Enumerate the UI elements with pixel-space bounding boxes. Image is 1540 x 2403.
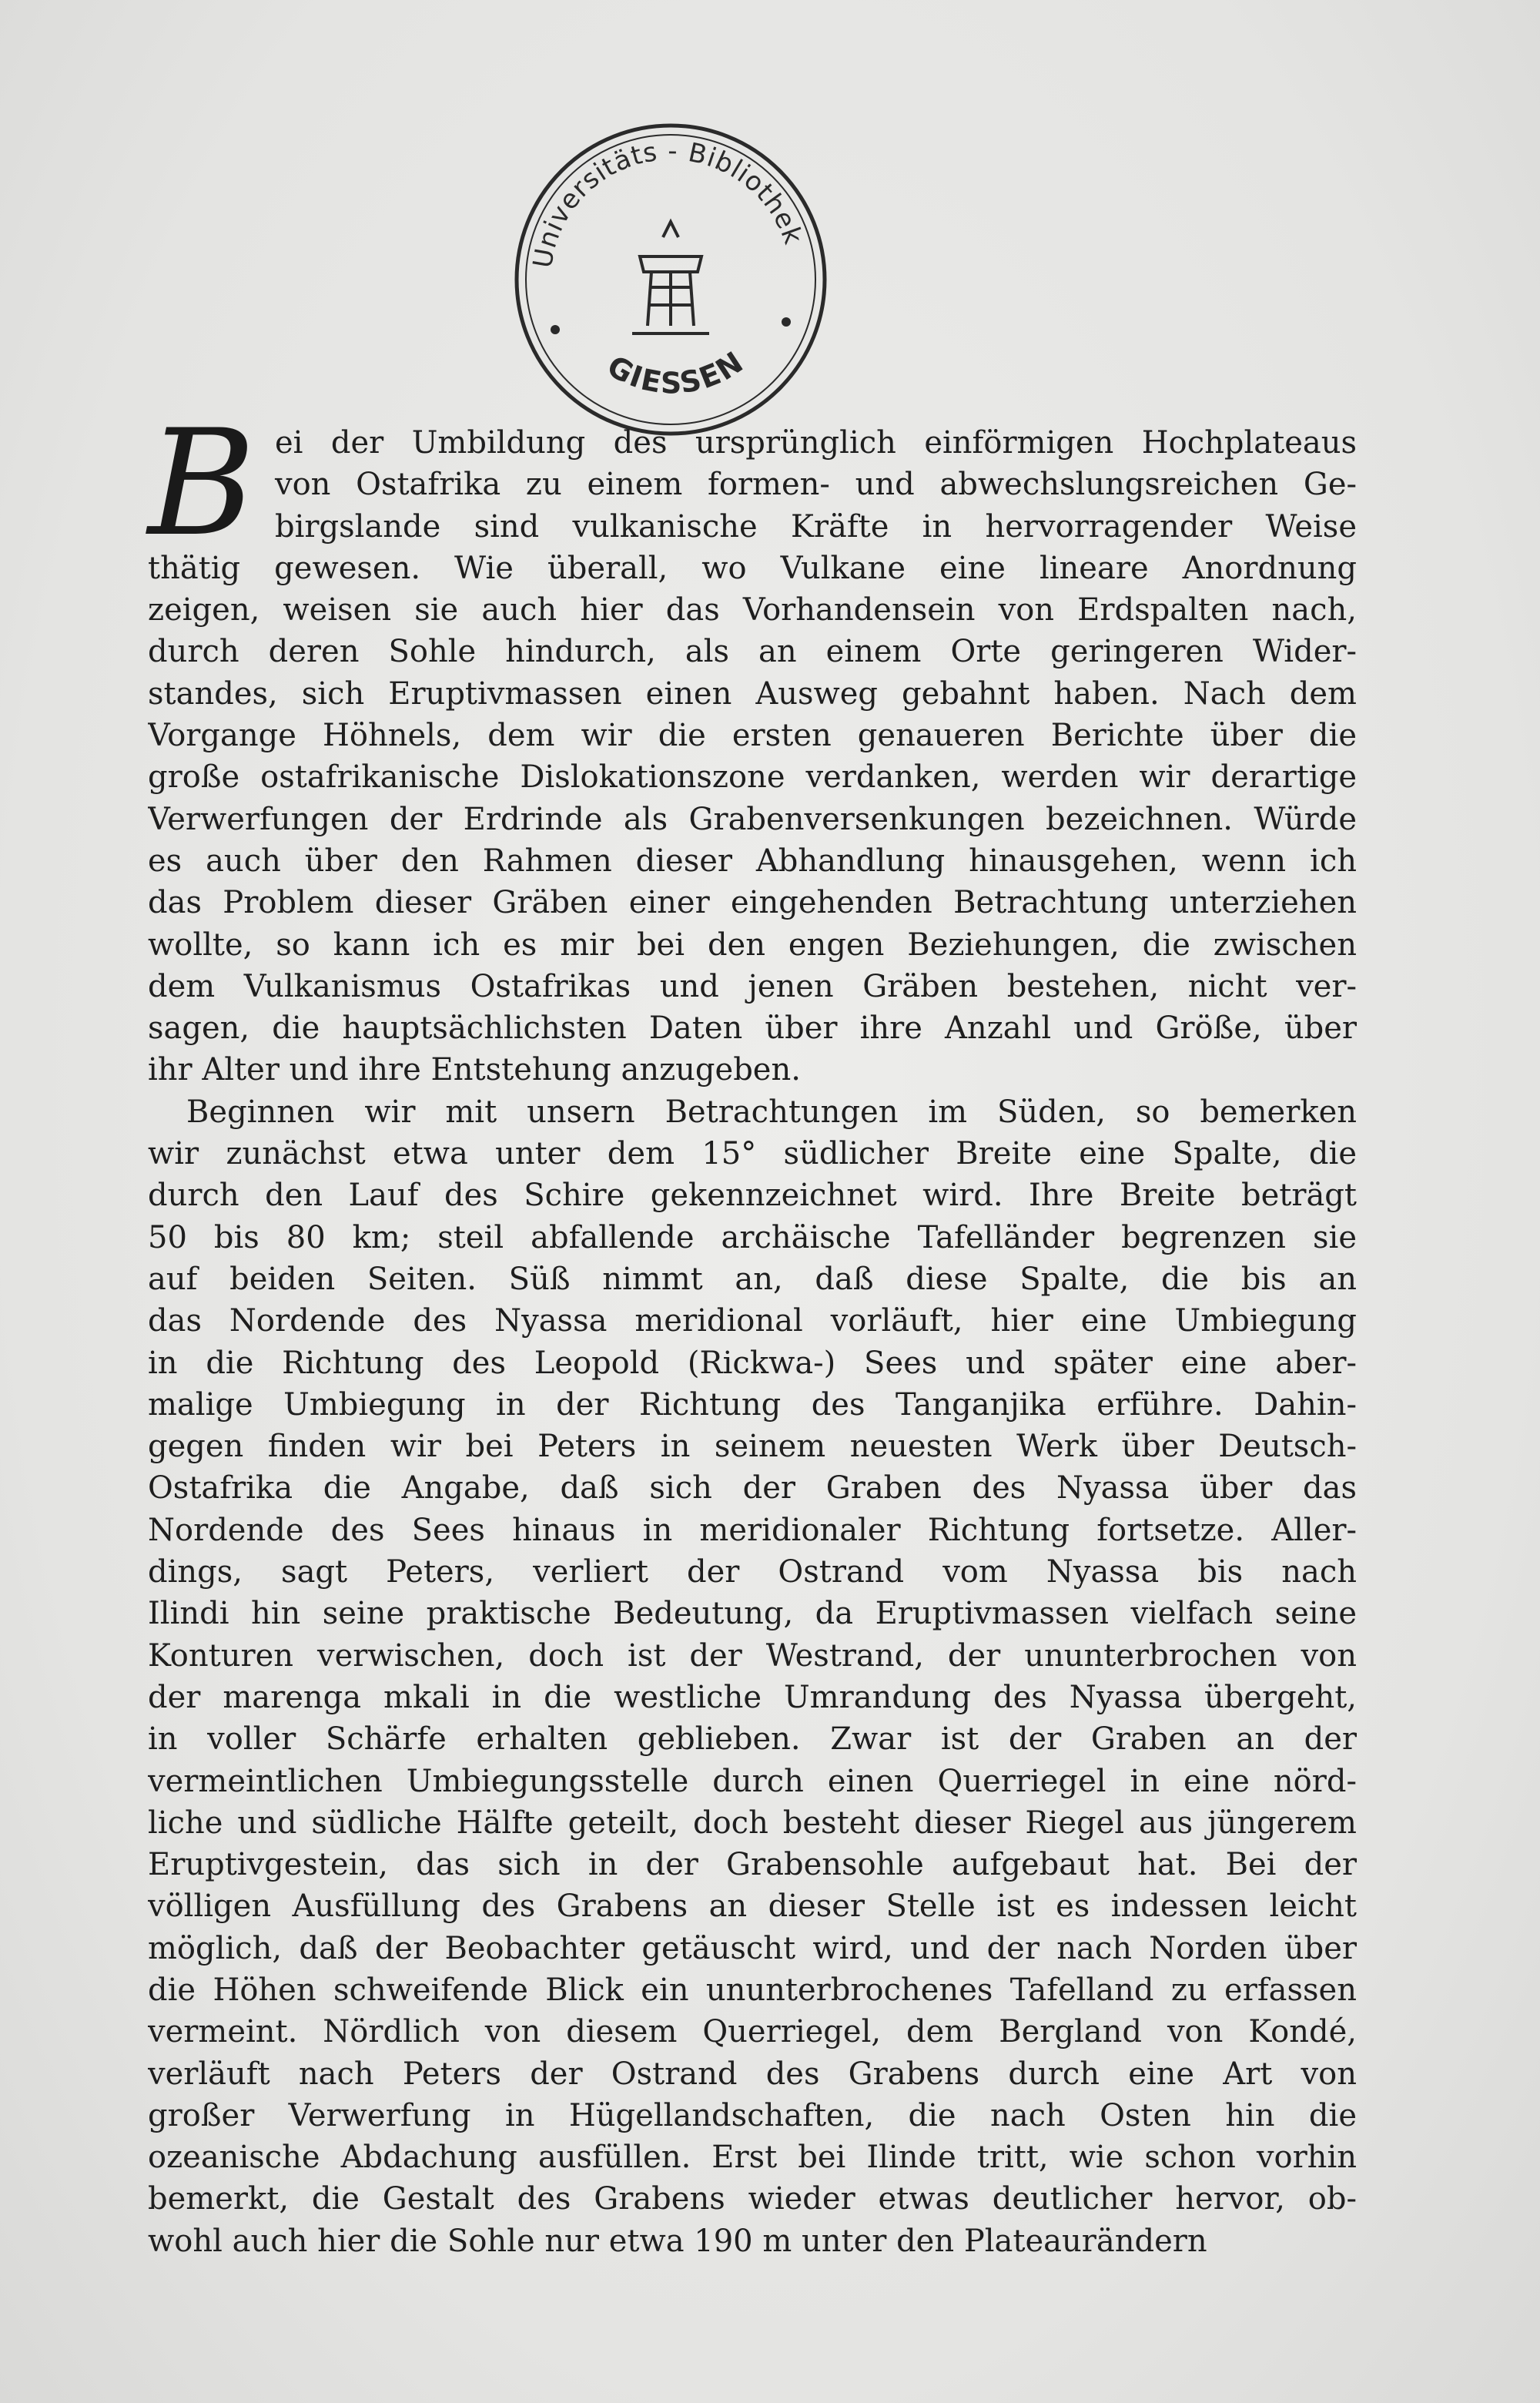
text-line: sagen, die hauptsächlichsten Daten über ihre Anzahl und Größe, über — [148, 1010, 1357, 1047]
text-line: vermeintlichen Umbiegungsstelle durch einen Querriegel in eine nörd- — [148, 1763, 1357, 1799]
text-line: Konturen verwischen, doch ist der Westrand, der ununterbrochen von — [148, 1637, 1357, 1674]
text-line: durch den Lauf des Schire gekennzeichnet wird. Ihre Breite beträgt — [148, 1178, 1357, 1214]
text-line: Vorgange Höhnels, dem wir die ersten genaueren Berichte über die — [148, 718, 1357, 754]
text-line: birgslande sind vulkanische Kräfte in hervorragender Weise — [275, 508, 1357, 545]
text-line: in voller Schärfe erhalten geblieben. Zwar ist der Graben an der — [148, 1721, 1357, 1758]
text-line: standes, sich Eruptivmassen einen Ausweg gebahnt haben. Nach dem — [148, 675, 1357, 712]
text-line: das Problem dieser Gräben einer eingehenden Betrachtung unterziehen — [148, 885, 1357, 921]
text-line: verläuft nach Peters der Ostrand des Grabens durch eine Art von — [148, 2056, 1357, 2092]
paragraph — [148, 1091, 1357, 2262]
text-line: große ostafrikanische Dislokationszone verdanken, werden wir derartige — [148, 759, 1357, 796]
text-line: auf beiden Seiten. Süß nimmt an, daß diese Spalte, die bis an — [148, 1261, 1357, 1297]
text-line: von Ostafrika zu einem formen- und abwechslungsreichen Ge- — [275, 467, 1357, 503]
text-line: malige Umbiegung in der Richtung des Tanganjika erführe. Dahin- — [148, 1386, 1357, 1423]
text-line: der marenga mkali in die westliche Umrandung des Nyassa übergeht, — [148, 1679, 1357, 1715]
text-line: Ostafrika die Angabe, daß sich der Graben des Nyassa über das — [148, 1470, 1357, 1506]
text-line: möglich, daß der Beobachter getäuscht wird, und der nach Norden über — [148, 1930, 1357, 1966]
text-line: gegen finden wir bei Peters in seinem neuesten Werk über Deutsch- — [148, 1429, 1357, 1465]
text-line: liche und südliche Hälfte geteilt, doch besteht dieser Riegel aus jüngerem — [148, 1805, 1357, 1841]
text-line: wollte, so kann ich es mir bei den engen Beziehungen, die zwischen — [148, 927, 1357, 963]
text-line: die Höhen schweifende Blick ein ununterbrochenes Tafelland zu erfassen — [148, 1972, 1357, 2008]
text-line: Eruptivgestein, das sich in der Grabensohle aufgebaut hat. Bei der — [148, 1847, 1357, 1883]
svg-text:Universitäts - Bibliothek: Universitäts - Bibliothek — [527, 136, 809, 270]
text-line: Verwerfungen der Erdrinde als Grabenversenkungen bezeichnen. Würde — [148, 801, 1357, 837]
library-stamp — [505, 114, 836, 445]
text-line: bemerkt, die Gestalt des Grabens wieder etwas deutlicher hervor, ob- — [148, 2181, 1357, 2217]
paragraph — [148, 398, 1357, 1091]
text-line: ei der Umbildung des ursprünglich einförmigen Hochplateaus — [275, 425, 1357, 461]
text-line: zeigen, weisen sie auch hier das Vorhandensein von Erdspalten nach, — [148, 592, 1357, 628]
text-line: wir zunächst etwa unter dem 15° südlicher Breite eine Spalte, die — [148, 1136, 1357, 1172]
text-line: thätig gewesen. Wie überall, wo Vulkane eine lineare Anordnung — [148, 550, 1357, 586]
text-line: Ilindi hin seine praktische Bedeutung, da Eruptivmassen vielfach seine — [148, 1596, 1357, 1632]
svg-text:GIESSEN: GIESSEN — [601, 344, 751, 400]
text-line: ihr Alter und ihre Entstehung anzugeben. — [148, 1052, 801, 1088]
drop-capital: B — [148, 398, 256, 568]
text-line: ozeanische Abdachung ausfüllen. Erst bei Ilinde tritt, wie schon vorhin — [148, 2140, 1357, 2176]
text-line: völligen Ausfüllung des Grabens an dieser Stelle ist es indessen leicht — [148, 1889, 1357, 1925]
text-line: das Nordende des Nyassa meridional vorläuft, hier eine Umbiegung — [148, 1303, 1357, 1339]
text-line: dings, sagt Peters, verliert der Ostrand vom Nyassa bis nach — [148, 1554, 1357, 1590]
text-line: vermeint. Nördlich von diesem Querriegel, dem Bergland von Kondé, — [148, 2014, 1357, 2050]
body-text — [148, 398, 1357, 2262]
text-line: in die Richtung des Leopold (Rickwa-) Sees und später eine aber- — [148, 1345, 1357, 1381]
text-line: dem Vulkanismus Ostafrikas und jenen Gräben bestehen, nicht ver- — [148, 968, 1357, 1004]
text-line: durch deren Sohle hindurch, als an einem Orte geringeren Wider- — [148, 634, 1357, 670]
text-line: 50 bis 80 km; steil abfallende archäische Tafelländer begrenzen sie — [148, 1219, 1357, 1255]
text-line: es auch über den Rahmen dieser Abhandlung hinausgehen, wenn ich — [148, 843, 1357, 879]
text-line: Nordende des Sees hinaus in meridionaler Richtung fortsetze. Aller- — [148, 1512, 1357, 1548]
text-line: großer Verwerfung in Hügellandschaften, die nach Osten hin die — [148, 2097, 1357, 2133]
text-line: wohl auch hier die Sohle nur etwa 190 m unter den Plateaurändern — [148, 2223, 1207, 2259]
text-line: Beginnen wir mit unsern Betrachtungen im Süden, so bemerken — [186, 1094, 1357, 1130]
building-emblem-icon — [632, 222, 709, 333]
